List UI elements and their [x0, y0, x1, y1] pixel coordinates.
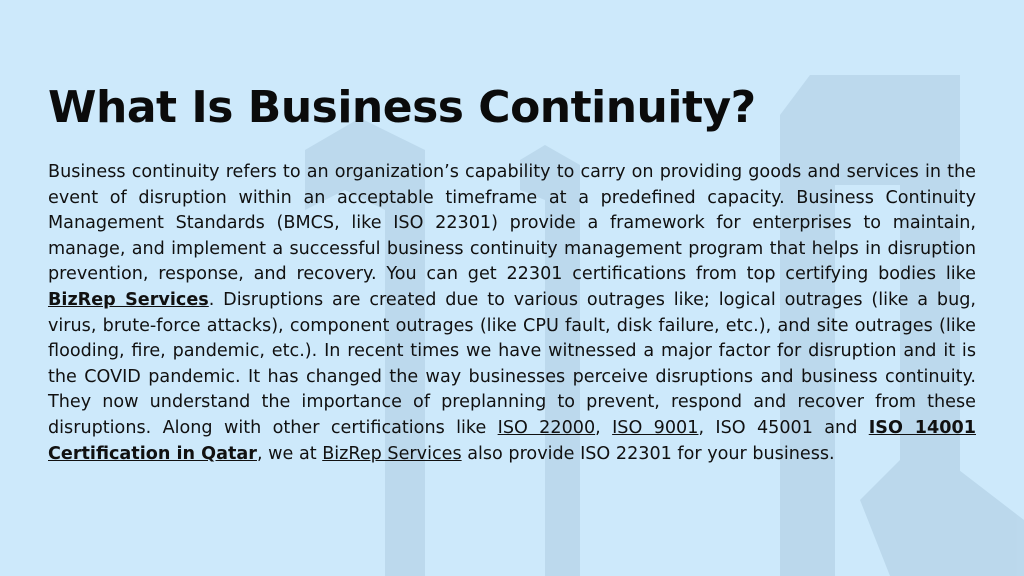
- iso-14001-qatar-link[interactable]: ISO 14001 Certification in Qatar: [48, 417, 976, 464]
- body-text: also provide ISO 22301 for your business.: [461, 443, 835, 464]
- iso-9001-link[interactable]: ISO 9001: [612, 417, 699, 438]
- body-text: Business continuity refers to an organization’s capability to carry on providing goods and services in the event of disruption within an acceptable timeframe at a predefined capacity. Business Continuity Management Standards (BMCS, like ISO 22301) provide a framework for enterprises to maintain, manage, and implement a successful business continuity management program that helps in disruption prevention, response, and recovery. You can get 22301 certifications from top certifying bodies like: [48, 162, 976, 285]
- body-paragraph: [48, 160, 976, 467]
- body-text: , we at: [256, 443, 323, 464]
- iso-22000-link[interactable]: ISO 22000: [497, 417, 596, 438]
- bizrep-services-link-2[interactable]: BizRep Services: [322, 443, 462, 464]
- bizrep-services-link[interactable]: BizRep Services: [48, 289, 209, 310]
- slide-title: What Is Business Continuity?: [48, 82, 756, 133]
- body-text: , ISO 45001 and: [698, 417, 869, 438]
- body-text: ,: [595, 417, 613, 438]
- body-text: . Disruptions are created due to various outrages like; logical outrages (like a bug, virus, brute-force attacks), component outrages (like CPU fault, disk failure, etc.), and site outrages (like flooding, fire, pandemic, etc.). In recent times we have witnessed a major factor for disruption and it is the COVID pandemic. It has changed the way businesses perceive disruptions and business continuity. They now understand the importance of preplanning to prevent, respond and recover from these disruptions. Along with other certifications like: [48, 289, 976, 438]
